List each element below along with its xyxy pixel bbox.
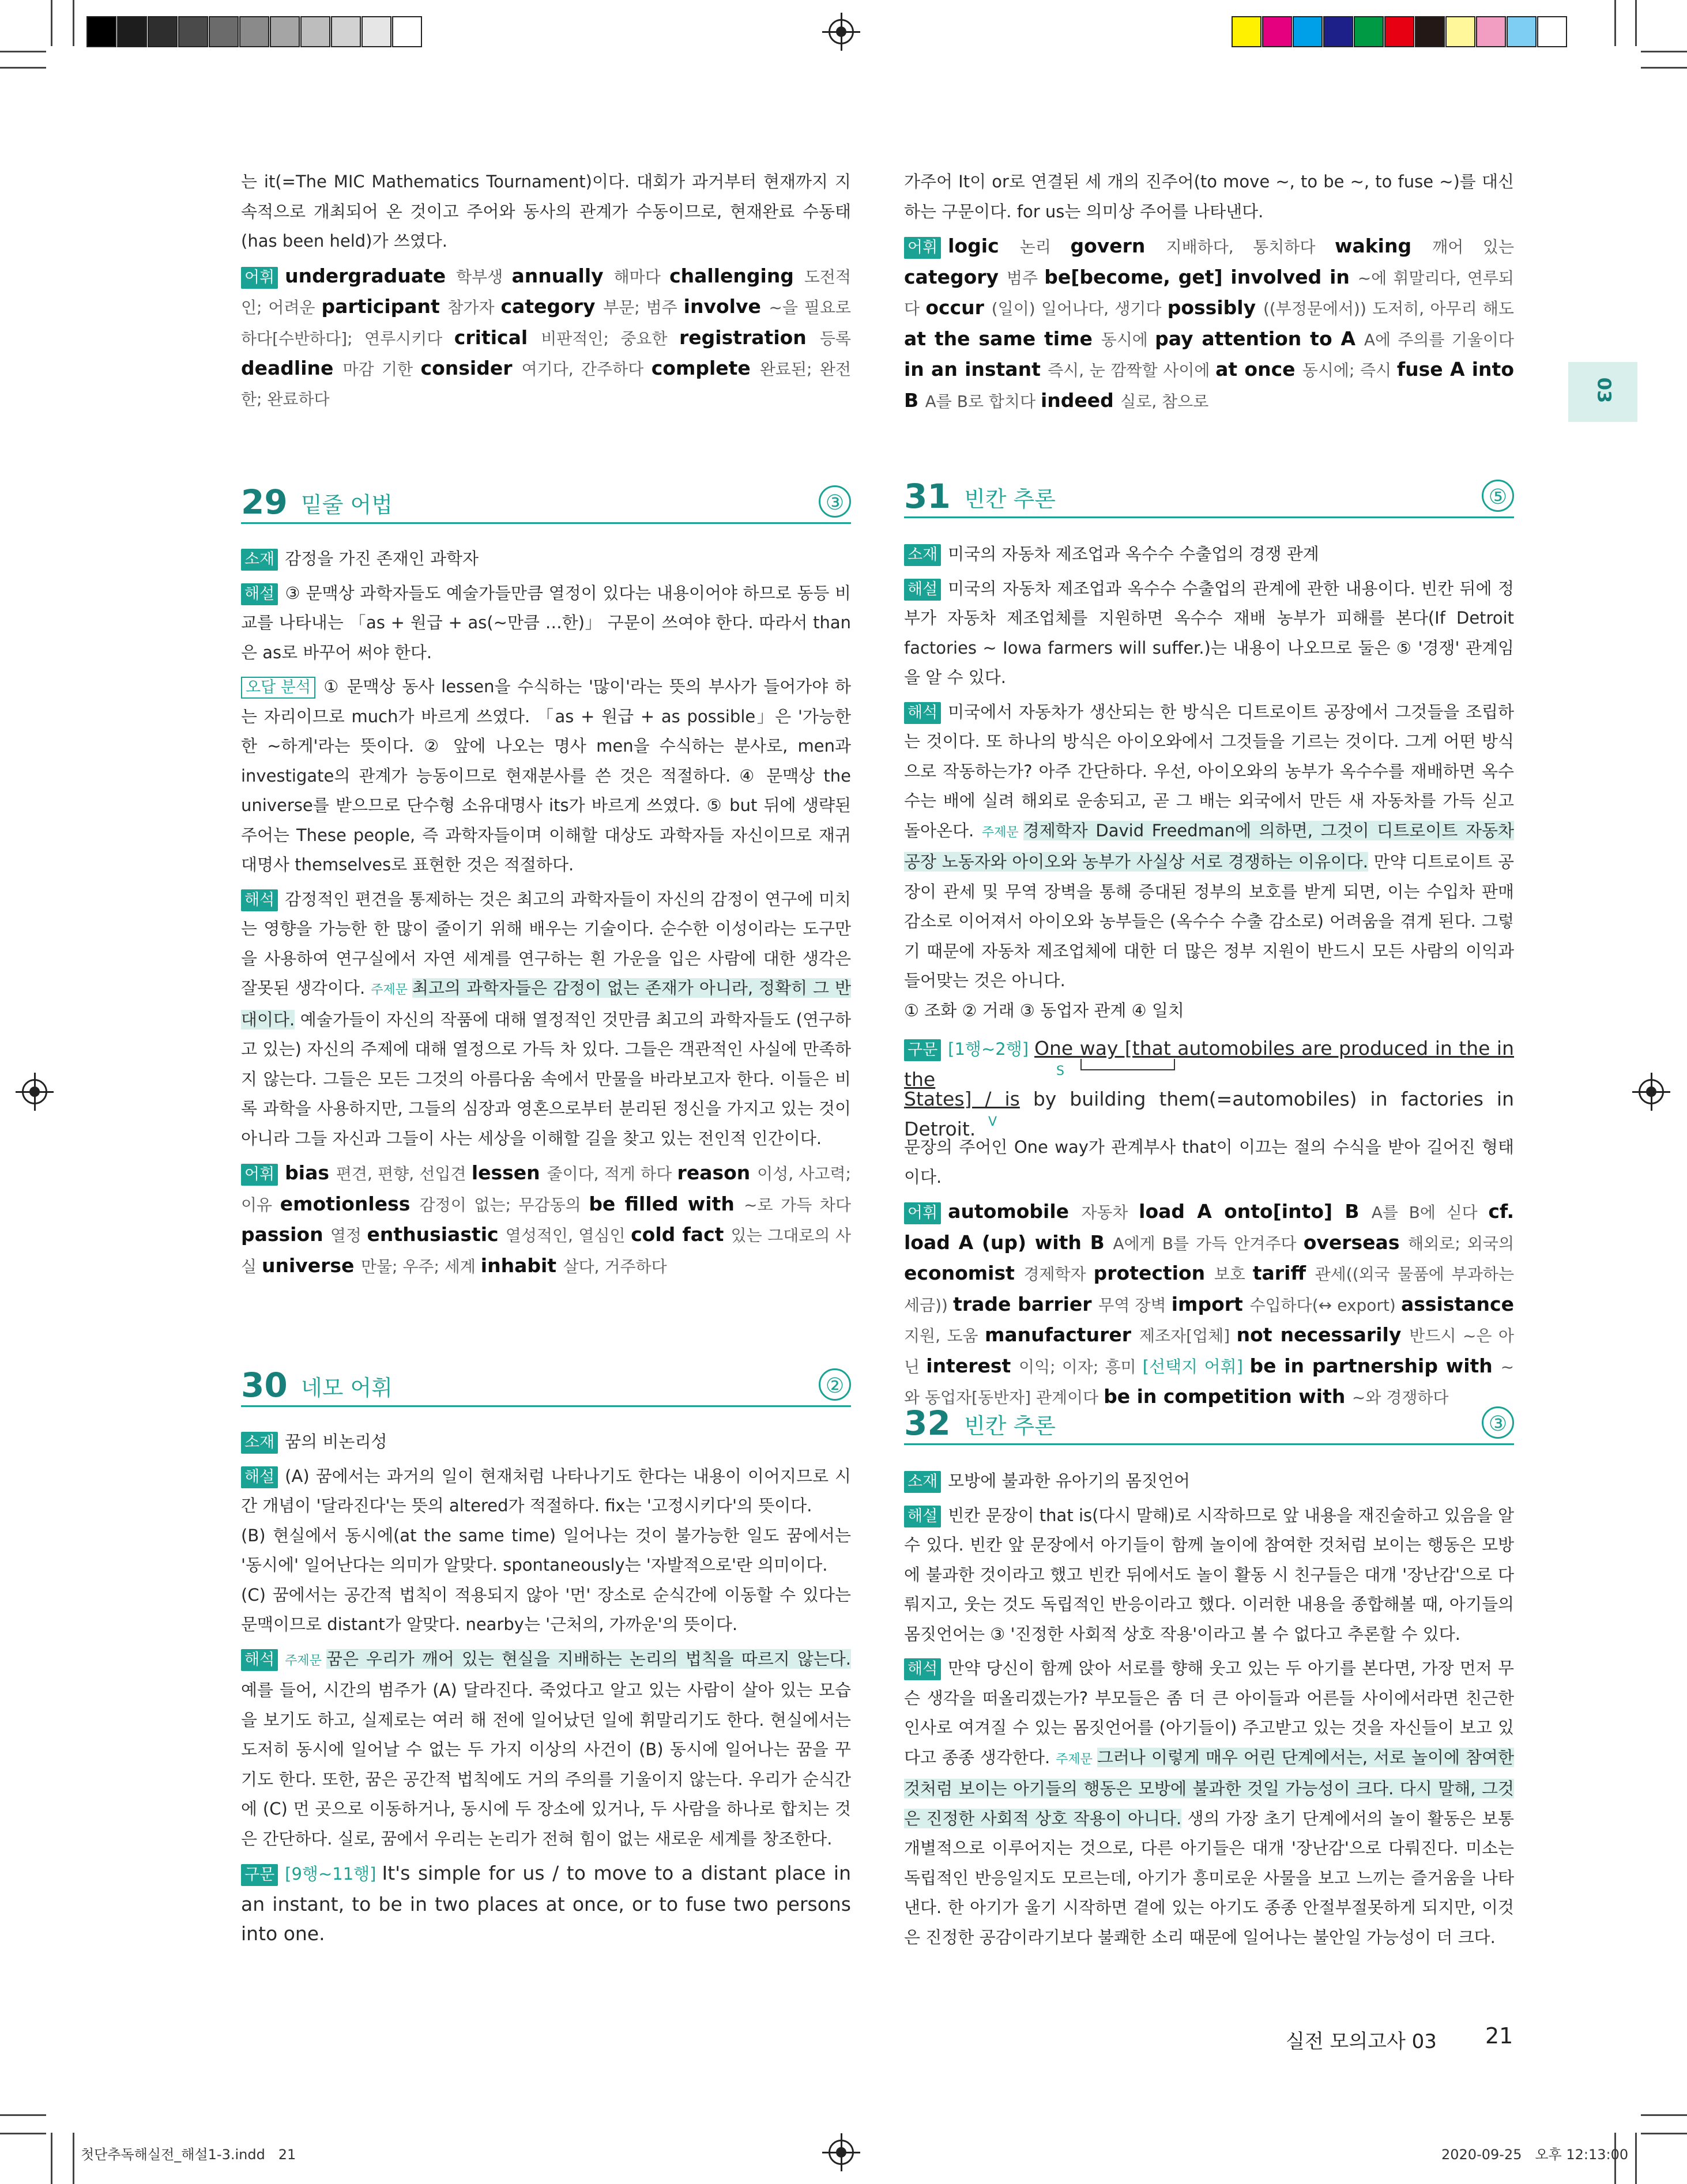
vocab-meaning: 이성, 사고력; 이유: [241, 1164, 851, 1214]
color-swatch: [1445, 16, 1475, 47]
vocab-term: in an instant: [904, 358, 1048, 380]
color-swatch: [1537, 16, 1567, 47]
color-swatch: [1262, 16, 1292, 47]
vocab-meaning: A를 B에 싣다: [1371, 1203, 1489, 1222]
translation-label: 해석: [904, 1658, 941, 1680]
translation-text: 미국에서 자동차가 생산되는 한 방식은 디트로이트 공장에서 그것들을 조립하는 것이다. 또 하나의 방식은 아이오와에서 그것들을 기르는 것이다. 그게 어떤 방식으로 작동하는가? 아주 간단하다. 우선, 아이오와의 농부가 옥수수를 재배하면 옥수수는 배에 실려 해외로 운송되고, 곧 그 배는 외국에서 만든 새 자동차를 가득 싣고 돌아온다.: [904, 701, 1514, 840]
color-swatch: [86, 16, 116, 47]
vocab-term: assistance: [1401, 1292, 1514, 1315]
topic-label: 소재: [904, 544, 941, 566]
vocab-meaning: 있는 그대로의 사실: [241, 1226, 852, 1276]
vocab-term: manufacturer: [984, 1323, 1140, 1346]
vocab-term: emotionless: [280, 1192, 420, 1215]
vocab-meaning: 등록: [819, 329, 851, 348]
vocab-term: consider: [420, 357, 522, 379]
q30-topic: [241, 1427, 851, 1457]
q31-vocab: [904, 1197, 1514, 1413]
question-number: 31: [904, 477, 951, 516]
translation-text: 만약 디트로이트 공장이 관세 및 무역 장벽을 통해 증대된 정부의 보호를 받게 되면, 이는 수입차 판매 감소로 이어져서 아이오와 농부들은 (옥수수 수출 감소로) 어려움을 겪게 된다. 그렇기 때문에 자동차 제조업체에 대한 더 많은 정부 지원이 반드시 모든 사람의 이익과 들어맞는 것은 아니다.: [904, 852, 1514, 990]
vocab-meaning: A에 주의를 기울이다: [1364, 330, 1514, 349]
vocab-term: deadline: [241, 357, 343, 379]
topic-text: 꿈의 비논리성: [285, 1432, 387, 1451]
vocab-meaning: ~에 휘말리다, 연루되다: [904, 268, 1514, 318]
right-column: [904, 167, 1514, 421]
q32-explanation: [904, 1501, 1514, 1650]
vocab-meaning: 보호: [1214, 1265, 1253, 1284]
q31-syntax-note: 문장의 주어인 One way가 관계부사 that이 이끄는 절의 수식을 받아 길어진 형태이다.: [904, 1137, 1514, 1187]
q30-syntax: [241, 1858, 851, 1949]
color-swatch: [1415, 16, 1445, 47]
vocab-meaning: 참가자: [447, 298, 501, 317]
q30-translation: [241, 1644, 851, 1854]
vocab-meaning: 즉시, 눈 깜짝할 사이에: [1048, 361, 1216, 380]
vocab-meaning: 경제학자: [1023, 1265, 1094, 1284]
answer-badge: ⑤: [1482, 480, 1514, 512]
syntax-sentence-part: by building them(=automobiles) in factories in Detroit.: [904, 1088, 1515, 1140]
vocab-meaning: ~로 가득 차다: [744, 1195, 852, 1214]
syntax-verb: is: [1004, 1088, 1020, 1110]
vocab-term: not necessarily: [1236, 1323, 1410, 1346]
right-intro-text: 가주어 It이 or로 연결된 세 개의 진주어(to move ~, to be ~, to fuse ~)를 대신하는 구문이다. for us는 의미상 주어를 나타낸다.: [904, 172, 1514, 221]
translation-text: 예술가들이 자신의 작품에 대해 열정적인 것만큼 최고의 과학자들도 (연구하고 있는) 자신의 주제에 대해 열정으로 가득 차 있다. 그들은 객관적인 사실에 만족하지 않는다. 그들은 모든 그것의 아름다움 속에서 만물을 바라보고자 한다. 이들은 비록 과학을 사용하지만, 그들의 심장과 영혼으로부터 분리된 정신을 가지고 있는 것이 아니라 그들 자신과 그들이 사는 세상을 이해할 길을 찾고 있는 전인적 인간이다.: [241, 1009, 852, 1148]
question-type: 빈칸 추론: [964, 1413, 1056, 1439]
vocab-term: possibly: [1167, 296, 1263, 319]
crop-mark: [1614, 0, 1616, 46]
vocab-term: category: [904, 265, 1007, 288]
vocab-term: trade barrier: [953, 1292, 1099, 1315]
color-swatch: [300, 16, 330, 47]
question-number: 29: [241, 482, 288, 522]
q29-wrong-analysis: [241, 672, 851, 880]
q31-topic: [904, 540, 1514, 569]
crop-mark: [51, 2133, 52, 2184]
vocab-label: 어휘: [241, 267, 278, 289]
running-title: 실전 모의고사 03: [1286, 2030, 1437, 2053]
vocab-meaning: 만물; 우주; 세계: [360, 1257, 481, 1276]
vocab-meaning: 수입하다(↔ export): [1249, 1295, 1401, 1315]
color-swatch: [331, 16, 361, 47]
color-swatch: [209, 16, 239, 47]
vocab-meaning: ~와 경쟁하다: [1351, 1388, 1449, 1407]
q30-body: [241, 1427, 851, 1953]
color-swatch: [1293, 16, 1323, 47]
section-header-q31: [904, 476, 1514, 518]
vocab-term: at once: [1215, 358, 1302, 380]
vocab-term: enthusiastic: [367, 1223, 506, 1246]
vocab-meaning: 감정이 없는; 무감동의: [419, 1195, 589, 1214]
vocab-label: 어휘: [904, 1202, 941, 1224]
vocab-term: challenging: [669, 264, 804, 287]
color-swatch: [1384, 16, 1414, 47]
vocab-term: interest: [926, 1354, 1019, 1377]
vocab-meaning: 무역 장벽: [1098, 1295, 1172, 1315]
vocab-term: undergraduate: [285, 264, 457, 287]
topic-text: 미국의 자동차 제조업과 옥수수 수출업의 경쟁 관계: [948, 544, 1319, 564]
topic-label: 소재: [904, 1471, 941, 1493]
question-number: 30: [241, 1366, 288, 1405]
explanation-text: 미국의 자동차 제조업과 옥수수 수출업의 관계에 관한 내용이다. 빈칸 뒤에 정부가 자동차 제조업체를 지원하면 옥수수 재배 농부가 피해를 본다(If Detroit factories ~ Iowa farmers will suffer.)는 내용이 나오므로 둘은 ⑤ '경쟁' 관계임을 알 수 있다.: [904, 578, 1514, 687]
vocab-meaning: 여기다, 간주하다: [521, 360, 652, 379]
vocab-term: reason: [677, 1161, 758, 1184]
vocab-meaning: 제조자[업체]: [1139, 1326, 1237, 1345]
crop-mark: [51, 0, 52, 46]
registration-mark-right: [1639, 1079, 1664, 1104]
vocab-term: participant: [321, 295, 448, 318]
section-header-q32: [904, 1403, 1514, 1445]
vocab-term: category: [500, 295, 604, 318]
vocab-meaning: 자동차: [1081, 1203, 1139, 1222]
vocab-label: 어휘: [241, 1164, 278, 1186]
crop-mark: [0, 67, 46, 69]
vocab-term: import: [1171, 1292, 1250, 1315]
registration-mark-left: [22, 1079, 47, 1104]
vocab-meaning: 관세((외국 물품에 부과하는 세금)): [904, 1265, 1514, 1315]
vocab-term: overseas: [1303, 1231, 1409, 1254]
verb-mark: V: [988, 1115, 997, 1129]
crop-mark: [1635, 0, 1637, 46]
vocab-term: waking: [1334, 235, 1433, 257]
explanation-label: 해설: [904, 579, 941, 601]
q29-topic: [241, 544, 851, 574]
topic-text: 감정을 가진 존재인 과학자: [285, 549, 479, 568]
syntax-sentence-part: States] /: [904, 1088, 1005, 1110]
q31-explanation: [904, 574, 1514, 693]
q29-vocab: [241, 1158, 851, 1281]
vocab-term: cf. load A (up) with B: [904, 1200, 1515, 1254]
vocab-term: bias: [285, 1161, 336, 1184]
q31-translation: [904, 697, 1514, 996]
vocab-meaning: (일이) 일어나다, 생기다: [991, 299, 1168, 318]
topic-sentence: 꿈은 우리가 깨어 있는 현실을 지배하는 논리의 법칙을 따르지 않는다.: [326, 1649, 851, 1669]
question-type: 네모 어휘: [301, 1375, 393, 1401]
q29-explanation: [241, 579, 851, 668]
vocab-term: involve: [683, 295, 769, 318]
topic-sentence: 최고의 과학자들은 감정이 없는 존재가 아니라, 정확히 그 반대이다.: [241, 978, 851, 1029]
color-swatch: [1507, 16, 1537, 47]
vocab-meaning: A를 B로 합치다: [925, 391, 1041, 411]
vocab-list: [241, 264, 851, 409]
left-column: [241, 167, 851, 418]
wrong-analysis-label: 오답 분석: [241, 677, 315, 699]
vocab-term: pay attention to A: [1155, 327, 1364, 350]
vocab-meaning: 열정: [330, 1226, 367, 1245]
vocab-term: complete: [651, 357, 760, 379]
vocab-meaning: ~을 필요로 하다[수반하다]; 연루시키다: [241, 298, 851, 348]
color-swatch: [1354, 16, 1384, 47]
topic-label: 소재: [241, 549, 278, 571]
vocab-meaning: 부문; 범주: [603, 298, 684, 317]
crop-mark: [1641, 2114, 1687, 2116]
q32-body: [904, 1466, 1514, 1957]
vocab-term: passion: [241, 1223, 330, 1246]
translation-label: 해석: [904, 702, 941, 724]
question-type: 밑줄 어법: [301, 492, 393, 518]
vocab-meaning: 비판적인; 중요한: [541, 329, 679, 348]
vocab-term: logic: [948, 235, 1020, 257]
left-intro-vocab: [241, 261, 851, 414]
vocab-list: [904, 1202, 1514, 1376]
vocab-meaning: 편견, 편향, 선입견: [336, 1164, 472, 1183]
explanation-text-a: (A) 꿈에서는 과거의 일이 현재처럼 나타나기도 한다는 내용이 이어지므로 시간 개념이 '달라진다'는 뜻의 altered가 적절하다. fix는 '고정시키다'의 뜻이다.: [241, 1466, 851, 1515]
timestamp-slug: 2020-09-25 오후 12:13:00: [1441, 2147, 1629, 2163]
crop-mark: [0, 2133, 46, 2134]
page-number: 21: [1485, 2023, 1513, 2049]
topic-label: 소재: [241, 1432, 278, 1454]
question-number: 32: [904, 1404, 951, 1443]
vocab-term: fuse A into B: [904, 358, 1514, 412]
vocab-list: [904, 237, 1514, 411]
vocab-meaning: 반드시 ~은 아닌: [904, 1326, 1514, 1376]
color-swatch: [1232, 16, 1262, 47]
crop-mark: [1641, 67, 1687, 69]
q31-syntax-line2: [904, 1084, 1515, 1140]
vocab-meaning: 열성적인, 열심인: [505, 1226, 631, 1245]
translation-label: 해석: [241, 1649, 278, 1671]
section-header-q29: [241, 482, 851, 524]
vocab-term: at the same time: [904, 327, 1101, 350]
syntax-line-ref: [9행~11행]: [285, 1864, 376, 1884]
topic-text: 모방에 불과한 유아기의 몸짓언어: [948, 1471, 1191, 1491]
question-type: 빈칸 추론: [964, 486, 1056, 512]
vocab-label: 어휘: [904, 237, 941, 259]
translation-text: 예를 들어, 시간의 범주가 (A) 달라진다. 죽었다고 알고 있는 사람이 살아 있는 모습을 보기도 하고, 실제로는 여러 해 전에 일어났던 일에 휘말리기도 한다. 현실에서는 도저히 동시에 일어날 수 없는 두 가지 이상의 사건이 (B) 동시에 일어나는 꿈을 꾸기도 한다. 또한, 꿈은 공간적 법칙에도 거의 주의를 기울이지 않는다. 우리가 순식간에 (C) 먼 곳으로 이동하거나, 동시에 두 장소에 있거나, 두 사람을 하나로 합치는 것은 간단하다. 실로, 꿈에서 우리는 논리가 전혀 힘이 없는 새로운 세계를 창조한다.: [241, 1680, 851, 1849]
topic-sentence-tag: 주제문: [285, 1653, 322, 1668]
q31-choices: ① 조화 ② 거래 ③ 동업자 관계 ④ 일치: [904, 1000, 1184, 1020]
q31-syntax-line1: [904, 1033, 1514, 1091]
vocab-meaning: 실로, 참으로: [1120, 391, 1209, 411]
answer-badge: ③: [1482, 1406, 1514, 1439]
vocab-meaning: 지원, 도움: [904, 1326, 985, 1345]
vocab-meaning: 범주: [1006, 268, 1045, 288]
syntax-label: 구문: [904, 1039, 941, 1061]
syntax-sentence: It's simple for us / to move to a distant place in an instant, to be in two places at once, or to fuse two persons into one.: [241, 1862, 851, 1945]
vocab-term: economist: [904, 1262, 1024, 1284]
subject-mark: S: [1056, 1064, 1064, 1078]
vocab-list: [241, 1161, 852, 1277]
topic-sentence-tag: 주제문: [371, 983, 408, 997]
vocab-term: be in partnership with: [1249, 1354, 1501, 1377]
q30-explanation-b: (B) 현실에서 동시에(at the same time) 일어나는 것이 불가능한 일도 꿈에서는 '동시에' 일어난다는 의미가 알맞다. spontaneously는 '자발적으로'란 의미이다.: [241, 1525, 851, 1575]
vocab-meaning: ~와 동업자[동반자] 관계이다: [904, 1357, 1515, 1407]
q30-explanation-c: (C) 꿈에서는 공간적 법칙이 적용되지 않아 '먼' 장소로 순식간에 이동할 수 있다는 문맥이므로 distant가 알맞다. nearby는 '근처의, 가까운'의 뜻이다.: [241, 1585, 851, 1634]
vocab-meaning: 마감 기한: [342, 360, 421, 379]
section-header-q30: [241, 1365, 851, 1407]
translation-text: 감정적인 편견을 통제하는 것은 최고의 과학자들이 자신의 감정이 연구에 미치는 영향을 가능한 한 많이 줄이기 위해 배우는 기술이다. 순수한 이성이라는 도구만을 사용하여 연구실에서 자연 세계를 연구하는 흰 가운을 입은 사람에 대한 생각은 잘못된 생각이다.: [241, 889, 851, 998]
vocab-term: universe: [261, 1254, 361, 1277]
explanation-label: 해설: [904, 1506, 941, 1527]
vocab-meaning: ((부정문에서)) 도저히, 아무리 해도: [1263, 299, 1514, 318]
syntax-sentence-part: One way [that automobiles are produced in the in the: [904, 1037, 1514, 1091]
translation-text: 생의 가장 초기 단계에서의 놀이 활동은 보통 개별적으로 이루어지는 것으로, 다른 아기들은 대개 '장난감'으로 다뤄진다. 미소는 독립적인 반응일지도 모르는데, 아기가 흥미로운 사물을 보고 느끼는 즐거움을 나타낸다. 한 아기가 울기 시작하면 곁에 있는 아기도 종종 안절부절못하게 되지만, 이것은 진정한 공감이라기보다 불쾌한 소리 때문에 일어나는 불안일 가능성이 더 크다.: [904, 1808, 1514, 1947]
topic-sentence-tag: 주제문: [981, 825, 1019, 840]
right-intro-vocab: [904, 231, 1514, 416]
vocab-meaning: 동시에: [1101, 330, 1155, 349]
q32-topic: [904, 1466, 1514, 1496]
vocab-term: tariff: [1252, 1262, 1315, 1284]
syntax-label: 구문: [241, 1864, 278, 1886]
vocab-meaning: 논리: [1019, 237, 1071, 257]
crop-mark: [0, 2114, 46, 2116]
crop-mark: [1641, 51, 1687, 52]
select-vocab-label: [선택지 어휘]: [1142, 1356, 1243, 1376]
vocab-term: inhabit: [480, 1254, 563, 1277]
vocab-term: automobile: [948, 1200, 1082, 1223]
left-intro-text: 는 it(=The MIC Mathematics Tournament)이다. 대회가 과거부터 현재까지 지속적으로 개최되어 온 것이고 주어와 동사의 관계가 수동이므로, 현재완료 수동태(has been held)가 쓰였다.: [241, 172, 851, 251]
vocab-meaning: 이익; 이자; 흥미: [1019, 1357, 1143, 1376]
color-swatch: [270, 16, 300, 47]
vocab-term: lessen: [471, 1161, 547, 1184]
color-swatch: [392, 16, 422, 47]
answer-badge: ②: [819, 1368, 851, 1401]
vocab-term: indeed: [1040, 388, 1121, 412]
topic-sentence: 그러나 이렇게 매우 어린 단계에서는, 서로 놀이에 참여한 것처럼 보이는 아기들의 행동은 모방에 불과한 것일 가능성이 크다. 다시 말해, 그것은 진정한 사회적 상호 작용이 아니다.: [904, 1747, 1514, 1828]
crop-mark: [73, 2133, 74, 2184]
registration-mark-top: [829, 19, 854, 44]
chapter-side-tab-label: 03: [1593, 377, 1616, 403]
color-swatch: [362, 16, 391, 47]
syntax-line-ref: [1행~2행]: [948, 1039, 1029, 1059]
vocab-term: cold fact: [631, 1223, 731, 1246]
vocab-term: registration: [679, 326, 820, 349]
vocab-meaning: 해마다: [613, 267, 670, 286]
crop-mark: [1635, 2133, 1637, 2184]
translation-text: 만약 당신이 함께 앉아 서로를 향해 웃고 있는 두 아기를 본다면, 가장 먼저 무슨 생각을 떠올리겠는가? 부모들은 좀 더 큰 아이들과 어른들 사이에서라면 친근한 인사로 여겨질 수 있는 몸짓언어를 (아기들이) 주고받고 있는 것을 자신들이 보고 있다고 종종 생각한다.: [904, 1658, 1514, 1767]
q29-translation: [241, 885, 851, 1154]
vocab-meaning: 깨어 있는: [1432, 237, 1514, 257]
explanation-text: ③ 문맥상 과학자들도 예술가들만큼 열정이 있다는 내용이어야 하므로 동등 비교를 나타내는 「as + 원급 + as(~만큼 …한)」 구문이 쓰여야 한다. 따라서 than은 as로 바꾸어 써야 한다.: [241, 583, 851, 662]
vocab-meaning: 학부생: [456, 267, 512, 286]
registration-mark-bottom: [829, 2140, 854, 2165]
vocab-meaning: 살다, 거주하다: [563, 1257, 667, 1276]
vocab-meaning: 동시에; 즉시: [1302, 361, 1397, 380]
vocab-term: govern: [1070, 235, 1166, 257]
q29-body: [241, 544, 851, 1286]
translation-label: 해석: [241, 889, 278, 911]
crop-mark: [73, 0, 74, 46]
vocab-term: critical: [454, 326, 541, 349]
q32-translation: [904, 1654, 1514, 1952]
modifier-bracket: [1080, 1059, 1175, 1070]
vocab-meaning: A에게 B를 가득 안겨주다: [1113, 1234, 1304, 1253]
vocab-term: annually: [511, 264, 614, 287]
vocab-term: protection: [1093, 1262, 1214, 1284]
topic-sentence: 경제학자 David Freedman에 의하면, 그것이 디트로이트 자동차 공장 노동자와 아이오와 농부가 사실상 서로 경쟁하는 이유이다.: [904, 820, 1515, 872]
vocab-term: be in competition with: [1104, 1385, 1352, 1408]
explanation-text: 빈칸 문장이 that is(다시 말해)로 시작하므로 앞 내용을 재진술하고 있음을 알 수 있다. 빈칸 앞 문장에서 아기들이 함께 놀이에 참여한 것처럼 보이는 행동은 모방에 불과한 것이라고 했고 빈칸 뒤에서도 놀이 활동 시 친구들은 대개 '장난감'으로 다뤄지고, 웃는 것도 독립적인 반응이라고 했다. 이러한 내용을 종합해볼 때, 아기들의 몸짓언어는 ③ '진정한 사회적 상호 작용'이라고 볼 수 없다고 추론할 수 있다.: [904, 1505, 1514, 1644]
vocab-meaning: 도전적인; 어려운: [241, 267, 851, 317]
topic-sentence-tag: 주제문: [1056, 1752, 1093, 1767]
file-name-slug: 첫단추독해실전_해설1-3.indd 21: [81, 2147, 296, 2163]
wrong-analysis-text: ① 문맥상 동사 lessen을 수식하는 '많이'라는 뜻의 부사가 들어가야 하는 자리이므로 much가 바르게 쓰였다. 「as + 원급 + as possible」은 '가능한 한 ~하게'라는 뜻이다. ② 앞에 나오는 명사 men을 수식하는 분사로, men과 investigate의 관계가 능동이므로 현재분사를 쓴 것은 적절하다. ④ 문맥상 the universe를 받으므로 단수형 소유대명사 its가 바르게 쓰였다. ⑤ but 뒤에 생략된 주어는 These people, 즉 과학자들이며 이해할 대상도 과학자들 자신이므로 재귀대명사 themselves로 표현한 것은 적절하다.: [241, 677, 851, 874]
vocab-meaning: 완료된; 완전한; 완료하다: [241, 360, 851, 409]
vocab-term: be filled with: [589, 1192, 744, 1215]
vocab-meaning: 줄이다, 적게 하다: [547, 1164, 677, 1183]
color-swatch: [1323, 16, 1353, 47]
color-swatch: [178, 16, 208, 47]
answer-badge: ③: [819, 485, 851, 518]
color-swatch: [1476, 16, 1506, 47]
vocab-term: be[become, get] involved in: [1044, 265, 1358, 288]
vocab-term: load A onto[into] B: [1139, 1200, 1372, 1223]
q31-body: [904, 540, 1514, 1417]
q30-explanation: [241, 1462, 851, 1521]
vocab-term: occur: [925, 296, 992, 319]
crop-mark: [0, 51, 46, 52]
vocab-meaning: 해외로; 외국의: [1408, 1234, 1515, 1253]
explanation-label: 해설: [241, 1466, 278, 1488]
crop-mark: [1641, 2133, 1687, 2134]
explanation-label: 해설: [241, 583, 278, 605]
color-swatch: [148, 16, 178, 47]
color-swatch: [239, 16, 269, 47]
color-swatch: [117, 16, 147, 47]
chapter-side-tab: [1568, 362, 1637, 422]
vocab-meaning: 지배하다, 통치하다: [1166, 237, 1335, 257]
